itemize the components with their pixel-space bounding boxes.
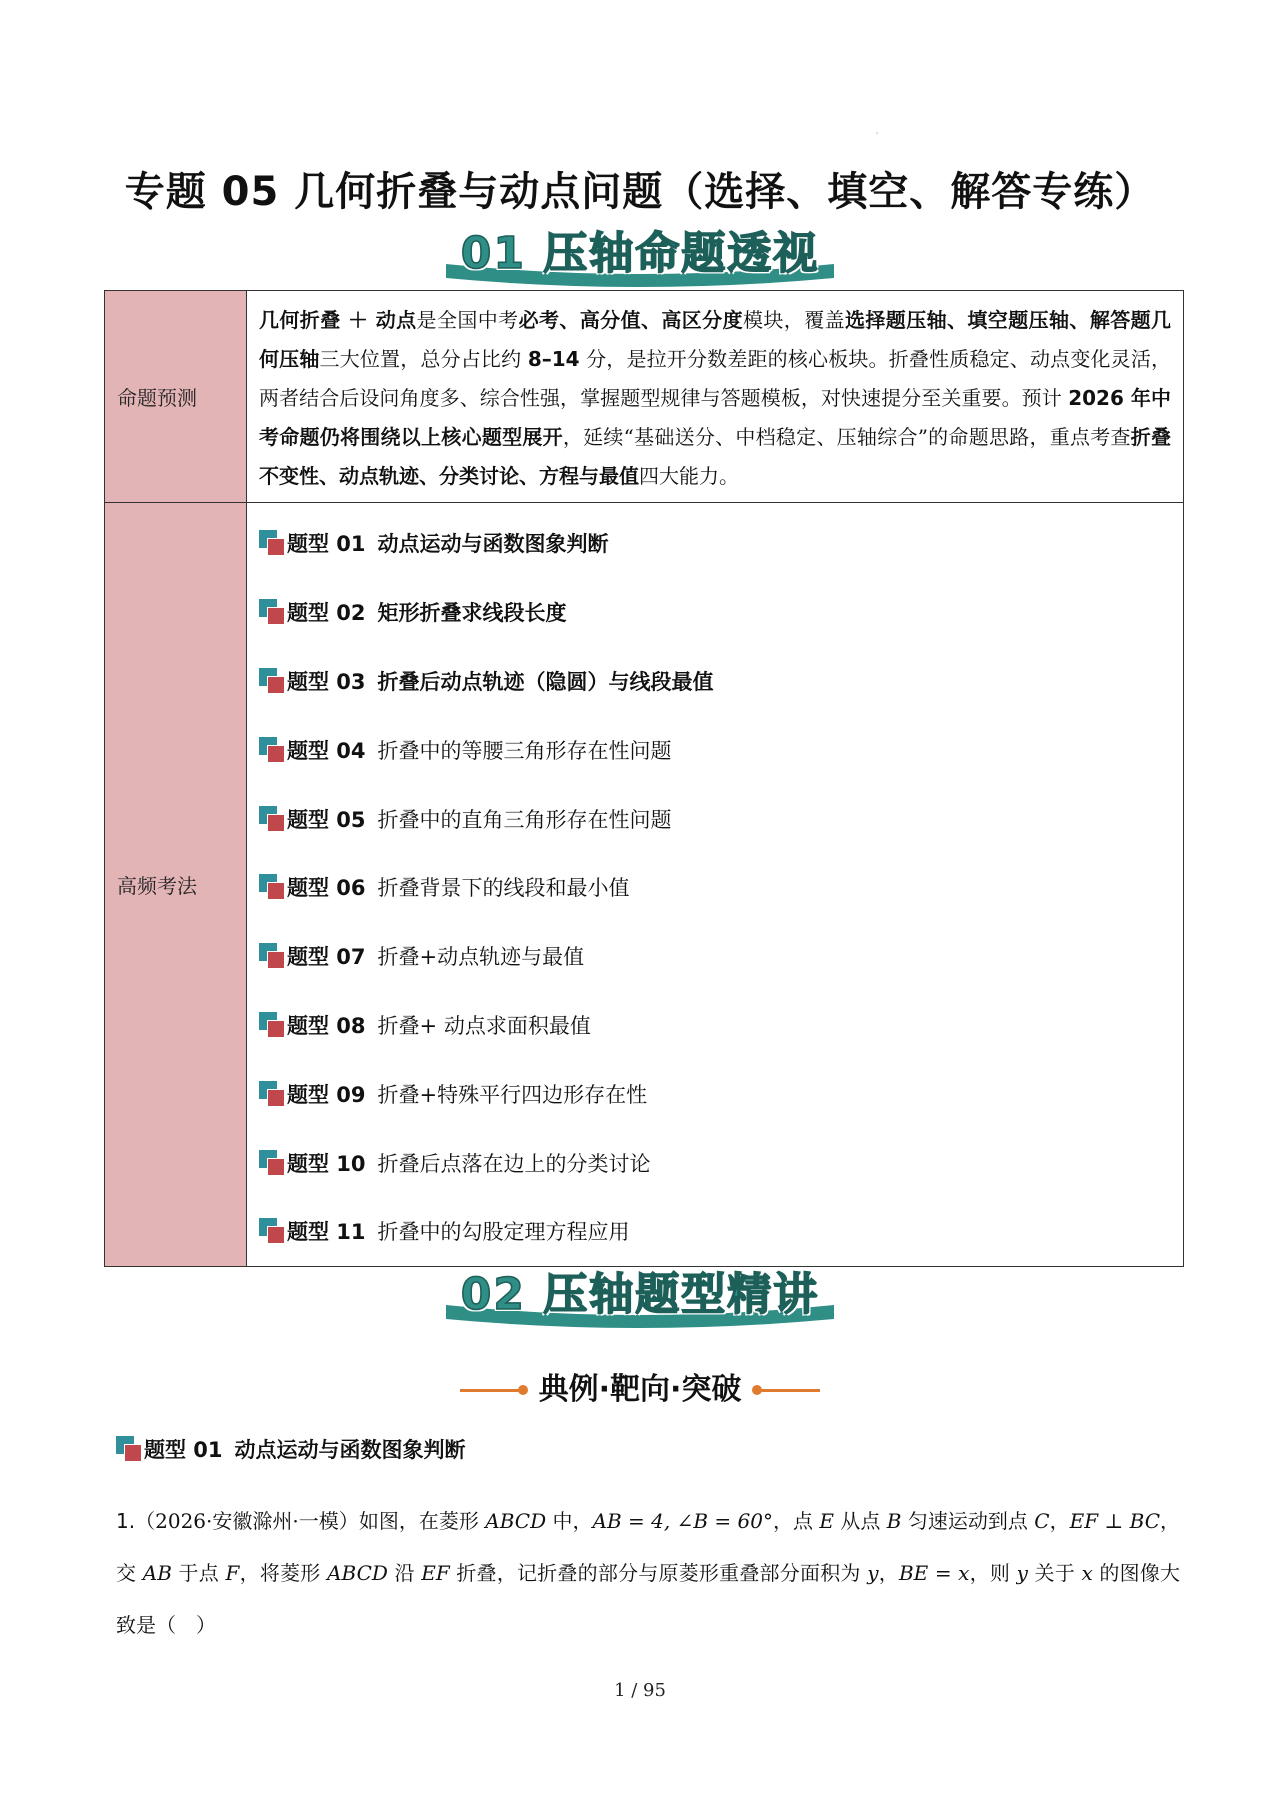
tag-icon bbox=[259, 599, 285, 625]
question-text: 折叠，记折叠的部分与原菱形重叠部分面积为 bbox=[449, 1561, 868, 1585]
tag-icon bbox=[259, 1012, 285, 1038]
type-prefix: 题型 03 bbox=[287, 669, 366, 694]
type-item bbox=[259, 853, 1171, 922]
type-prefix: 题型 05 bbox=[287, 807, 366, 832]
tag-icon bbox=[116, 1436, 142, 1462]
subheading bbox=[460, 1365, 820, 1415]
question-text: 于点 bbox=[171, 1561, 226, 1585]
section-heading-title: 动点运动与函数图象判断 bbox=[234, 1438, 466, 1462]
prediction-segment: ，延续“基础送分、中档稳定、压轴综合”的命题思路，重点考查 bbox=[562, 425, 1131, 449]
type-prefix: 题型 07 bbox=[287, 945, 366, 970]
prediction-segment: 模块，覆盖 bbox=[742, 308, 845, 332]
type-title: 折叠中的等腰三角形存在性问题 bbox=[377, 738, 672, 763]
math-expression: y bbox=[1016, 1561, 1028, 1585]
divider-line-right bbox=[760, 1389, 820, 1392]
type-prefix: 题型 06 bbox=[287, 876, 366, 901]
types-content bbox=[247, 503, 1184, 1267]
prediction-segment: 分，是拉开分数差距的核心板块。折叠性质稳定、动点变化灵活，两者结合后设问角度多、综合性强，掌握题型规律与答题模板，对快速提分至关重要。预计 bbox=[259, 347, 1172, 410]
question-text: ，将菱形 bbox=[239, 1561, 328, 1585]
section-heading-prefix: 题型 01 bbox=[144, 1438, 223, 1462]
question-text: 匀速运动到点 bbox=[901, 1509, 1035, 1533]
prediction-segment: 几何折叠 ＋ 动点 bbox=[259, 308, 417, 332]
question-1 bbox=[116, 1495, 1180, 1651]
type-title: 折叠+ 动点求面积最值 bbox=[377, 1013, 591, 1038]
tag-icon bbox=[259, 530, 285, 556]
tag-icon bbox=[259, 737, 285, 763]
prediction-row bbox=[105, 291, 1184, 503]
math-expression: B bbox=[886, 1509, 902, 1533]
tag-icon bbox=[259, 806, 285, 832]
question-text: 关于 bbox=[1027, 1561, 1082, 1585]
math-expression: E bbox=[819, 1509, 835, 1533]
prediction-segment: 是全国中考 bbox=[416, 308, 519, 332]
divider-dot-left-icon bbox=[518, 1385, 528, 1395]
prediction-segment: 四大能力。 bbox=[639, 464, 739, 488]
question-text: ，则 bbox=[969, 1561, 1017, 1585]
type-title: 折叠背景下的线段和最小值 bbox=[377, 876, 630, 901]
math-expression: AB bbox=[142, 1561, 172, 1585]
prediction-segment: 三大位置，总分占比约 bbox=[319, 347, 528, 371]
type-item bbox=[259, 1059, 1171, 1128]
divider-line-left bbox=[460, 1389, 520, 1392]
type-title: 折叠中的勾股定理方程应用 bbox=[377, 1220, 630, 1245]
prediction-segment: 折叠不变性、动点轨迹、分类讨论、方程与最值 bbox=[259, 425, 1172, 488]
banner-text-1: 01 压轴命题透视 bbox=[460, 228, 820, 279]
type-item bbox=[259, 1197, 1171, 1266]
overview-table bbox=[104, 290, 1184, 1267]
question-number: 1. bbox=[116, 1509, 136, 1533]
section-banner-2 bbox=[440, 1267, 840, 1331]
tag-icon bbox=[259, 668, 285, 694]
math-expression: BE = x bbox=[898, 1561, 970, 1585]
type-prefix: 题型 08 bbox=[287, 1013, 366, 1038]
type-title: 折叠中的直角三角形存在性问题 bbox=[377, 807, 672, 832]
math-expression: F bbox=[225, 1561, 240, 1585]
question-text: ， bbox=[878, 1561, 899, 1585]
math-expression: x bbox=[1081, 1561, 1093, 1585]
question-text: 从点 bbox=[834, 1509, 887, 1533]
type-item bbox=[259, 715, 1171, 784]
type-item bbox=[259, 922, 1171, 991]
type-item bbox=[259, 578, 1171, 647]
prediction-label: 命题预测 bbox=[105, 291, 247, 503]
header-mark: ' bbox=[876, 131, 879, 140]
tag-icon bbox=[259, 1218, 285, 1244]
subheading-text: 典例·靶向·突破 bbox=[538, 1372, 742, 1407]
math-expression: EF ⊥ BC bbox=[1069, 1509, 1161, 1533]
type-title: 动点运动与函数图象判断 bbox=[377, 532, 609, 557]
prediction-segment: 8–14 bbox=[527, 347, 580, 371]
question-text: ， bbox=[1049, 1509, 1070, 1533]
type-title: 折叠后动点轨迹（隐圆）与线段最值 bbox=[377, 669, 714, 694]
section-heading bbox=[116, 1434, 466, 1464]
type-item bbox=[259, 647, 1171, 716]
question-text: 如图，在菱形 bbox=[358, 1509, 486, 1533]
math-expression: ABCD bbox=[485, 1509, 547, 1533]
type-prefix: 题型 02 bbox=[287, 601, 366, 626]
type-prefix: 题型 04 bbox=[287, 738, 366, 763]
type-item bbox=[259, 1128, 1171, 1197]
type-prefix: 题型 01 bbox=[287, 532, 366, 557]
math-expression: C bbox=[1034, 1509, 1050, 1533]
banner-text-2: 02 压轴题型精讲 bbox=[460, 1269, 820, 1320]
types-label: 高频考法 bbox=[105, 503, 247, 1267]
type-title: 折叠后点落在边上的分类讨论 bbox=[377, 1151, 651, 1176]
math-expression: AB = 4, ∠B = 60° bbox=[592, 1509, 773, 1533]
math-expression: y bbox=[867, 1561, 879, 1585]
type-prefix: 题型 11 bbox=[287, 1220, 366, 1245]
type-title: 矩形折叠求线段长度 bbox=[377, 601, 567, 626]
tag-icon bbox=[259, 874, 285, 900]
type-prefix: 题型 10 bbox=[287, 1151, 366, 1176]
question-text: 中， bbox=[546, 1509, 593, 1533]
type-prefix: 题型 09 bbox=[287, 1082, 366, 1107]
section-banner-1 bbox=[440, 226, 840, 290]
tag-icon bbox=[259, 1081, 285, 1107]
math-expression: ABCD bbox=[327, 1561, 388, 1585]
tag-icon bbox=[259, 943, 285, 969]
question-text: ，点 bbox=[773, 1509, 820, 1533]
types-row bbox=[105, 503, 1184, 1267]
question-text: ，交 bbox=[116, 1509, 1181, 1585]
prediction-content bbox=[247, 291, 1184, 503]
types-list bbox=[259, 503, 1171, 1266]
type-item bbox=[259, 509, 1171, 578]
prediction-segment: 选择题压轴、填空题压轴、解答题几何压轴 bbox=[259, 308, 1172, 371]
type-item bbox=[259, 991, 1171, 1060]
question-text: 沿 bbox=[387, 1561, 422, 1585]
page-title: 专题 05 几何折叠与动点问题（选择、填空、解答专练） bbox=[124, 169, 1156, 215]
question-source: （2026·安徽滁州·一模） bbox=[135, 1509, 359, 1533]
math-expression: EF bbox=[421, 1561, 450, 1585]
prediction-segment: 必考、高分值、高区分度 bbox=[518, 308, 743, 332]
tag-icon bbox=[259, 1150, 285, 1176]
type-title: 折叠+动点轨迹与最值 bbox=[377, 945, 585, 970]
prediction-segment: 2026 年中考命题仍将围绕以上核心题型展开 bbox=[259, 386, 1171, 449]
type-item bbox=[259, 784, 1171, 853]
prediction-text bbox=[259, 301, 1171, 496]
type-title: 折叠+特殊平行四边形存在性 bbox=[377, 1082, 648, 1107]
page-number: 1 / 95 bbox=[614, 1680, 666, 1701]
question-text: 的图像大致是（ ） bbox=[116, 1561, 1181, 1637]
